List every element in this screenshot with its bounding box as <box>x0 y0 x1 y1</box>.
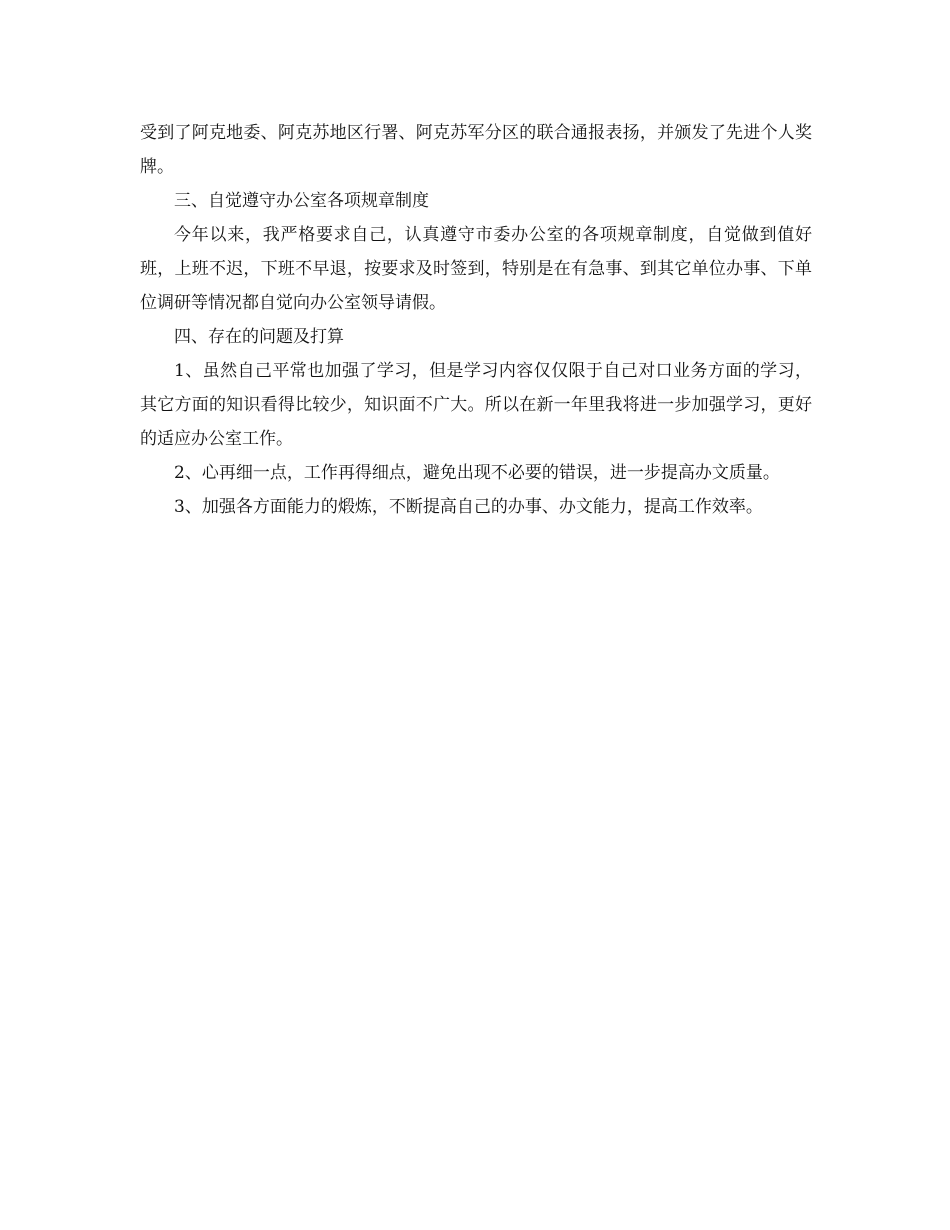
document-body <box>140 116 812 524</box>
list-item-1: 1、虽然自己平常也加强了学习，但是学习内容仅仅限于自己对口业务方面的学习，其它方面的知识看得比较少，知识面不广大。所以在新一年里我将进一步加强学习，更好的适应办公室工作。 <box>140 361 812 449</box>
list-item-2: 2、心再细一点，工作再得细点，避免出现不必要的错误，进一步提高办文质量。 <box>174 463 780 483</box>
paragraph-continuation: 受到了阿克地委、阿克苏地区行署、阿克苏军分区的联合通报表扬，并颁发了先进个人奖牌。 <box>140 123 812 177</box>
list-item-3: 3、加强各方面能力的煅炼，不断提高自己的办事、办文能力，提高工作效率。 <box>174 497 763 517</box>
section-heading-4: 四、存在的问题及打算 <box>174 327 344 347</box>
paragraph-rules: 今年以来，我严格要求自己，认真遵守市委办公室的各项规章制度，自觉做到值好班，上班不迟，下班不早退，按要求及时签到，特别是在有急事、到其它单位办事、下单位调研等情况都自觉向办公室领导请假。 <box>140 225 812 313</box>
section-heading-3: 三、自觉遵守办公室各项规章制度 <box>174 191 429 211</box>
